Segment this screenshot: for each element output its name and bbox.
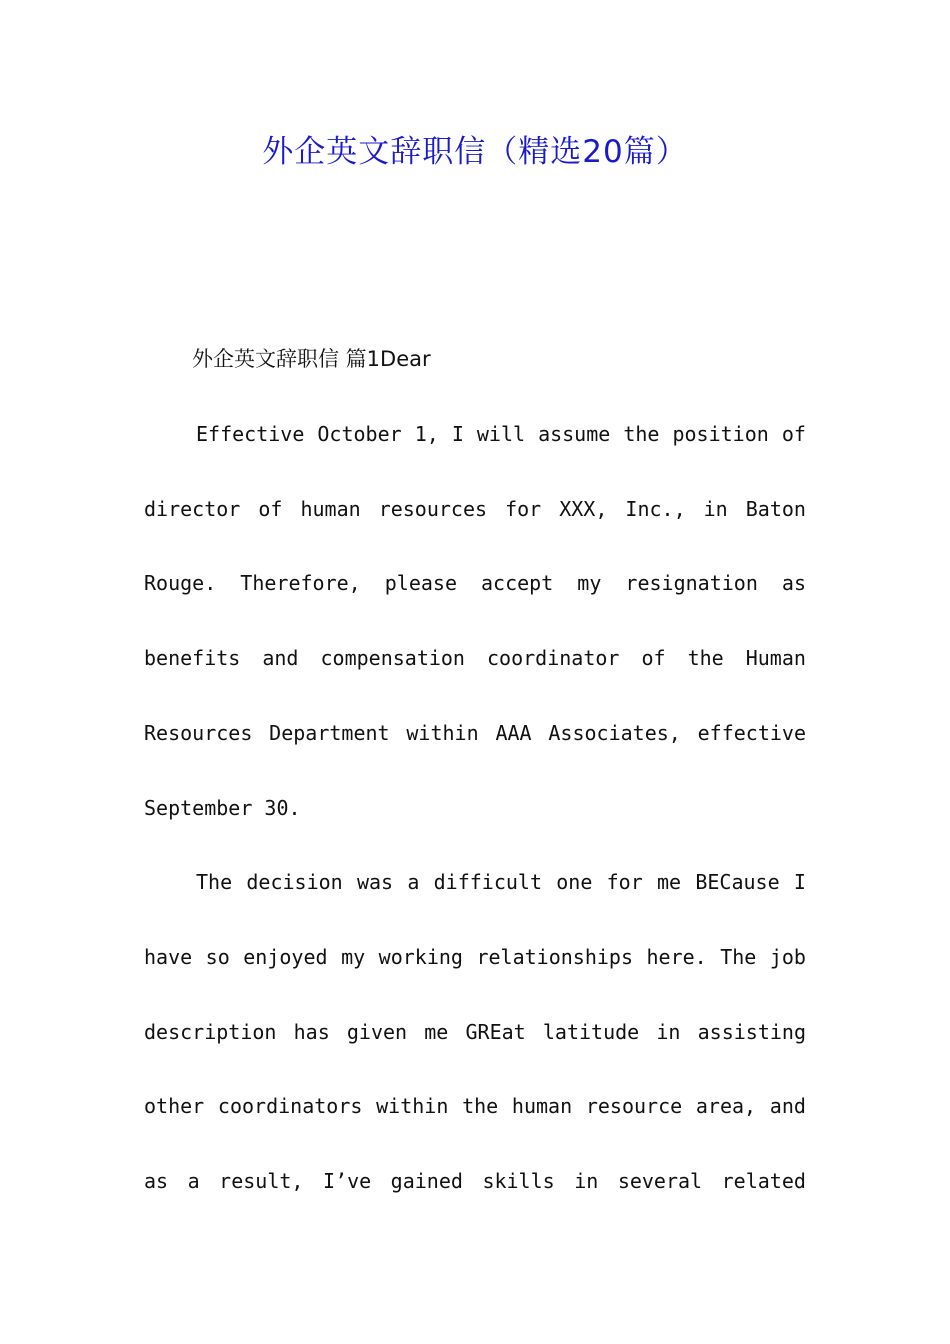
paragraph-line: September 30. xyxy=(144,795,301,820)
word: resource xyxy=(585,1094,683,1119)
word: result, xyxy=(219,1169,304,1193)
paragraph-line xyxy=(144,716,806,750)
word: several xyxy=(617,1169,703,1193)
word: I xyxy=(451,422,464,446)
paragraph-line xyxy=(144,641,806,675)
word: Department xyxy=(269,720,390,745)
word: decision xyxy=(246,870,343,895)
word: the xyxy=(687,646,724,671)
word: a xyxy=(187,1169,200,1193)
word: as xyxy=(144,1169,169,1193)
word: Associates, xyxy=(548,720,681,745)
word: director xyxy=(144,496,241,521)
paragraph-line xyxy=(196,865,806,899)
word: a xyxy=(407,870,420,895)
word: BECause xyxy=(695,870,780,895)
paragraph-line xyxy=(144,492,806,526)
word: one xyxy=(556,870,593,895)
word: other xyxy=(144,1094,205,1119)
word: Rouge. xyxy=(144,571,217,596)
word: Resources xyxy=(144,720,253,745)
paragraph-line xyxy=(144,566,806,600)
word: coordinator xyxy=(487,646,620,671)
word: AAA xyxy=(495,720,532,745)
word: in xyxy=(656,1019,681,1044)
word: within xyxy=(406,720,479,745)
word: Human xyxy=(745,646,806,671)
paragraph-line xyxy=(144,1015,806,1049)
word: and xyxy=(262,646,299,671)
word: for xyxy=(606,870,643,895)
word: have xyxy=(144,944,193,969)
word: skills xyxy=(482,1169,555,1193)
word: the xyxy=(462,1094,499,1119)
word: human xyxy=(300,496,361,521)
word: GREat xyxy=(465,1019,526,1044)
word: effective xyxy=(697,720,806,745)
word: was xyxy=(356,870,394,895)
word: has xyxy=(293,1019,330,1044)
word: The xyxy=(196,870,233,895)
word: difficult xyxy=(433,870,542,895)
word: I xyxy=(793,870,806,895)
word: please xyxy=(384,571,457,596)
word: benefits xyxy=(144,646,241,671)
word: my xyxy=(341,944,366,969)
word: accept xyxy=(481,571,554,596)
word: working xyxy=(378,944,463,969)
word: here. xyxy=(646,944,707,969)
word: compensation xyxy=(320,646,465,671)
word: of xyxy=(641,646,666,671)
word: resignation xyxy=(625,571,758,596)
word: Inc., xyxy=(625,496,686,521)
word: related xyxy=(721,1169,806,1193)
word: October xyxy=(317,422,402,446)
paragraph-line xyxy=(144,1164,806,1198)
word: for xyxy=(505,496,542,521)
word: assisting xyxy=(697,1019,806,1044)
word: as xyxy=(781,571,806,596)
word: me xyxy=(657,870,682,895)
word: human xyxy=(511,1094,573,1119)
word: 1, xyxy=(414,422,439,446)
paragraph-line xyxy=(144,1089,806,1123)
word: coordinators xyxy=(217,1094,363,1119)
word: Effective xyxy=(196,422,305,446)
word: latitude xyxy=(542,1019,640,1044)
word: job xyxy=(769,944,806,969)
word: area, xyxy=(695,1094,757,1119)
word: within xyxy=(376,1094,449,1119)
word: Therefore, xyxy=(240,571,361,596)
word: in xyxy=(703,496,728,521)
word: so xyxy=(205,944,230,969)
word: enjoyed xyxy=(243,944,328,969)
word: Baton xyxy=(745,496,806,521)
paragraph-line xyxy=(144,940,806,974)
word: given xyxy=(346,1019,408,1044)
document-title: 外企英文辞职信（精选20篇） xyxy=(262,134,688,170)
word: in xyxy=(574,1169,599,1193)
word: position xyxy=(672,422,769,446)
word: the xyxy=(623,422,660,446)
word: description xyxy=(144,1019,277,1044)
word: I’ve xyxy=(322,1169,372,1193)
word: and xyxy=(769,1094,806,1119)
section-heading: 外企英文辞职信 篇1Dear xyxy=(192,347,431,371)
word: me xyxy=(424,1019,449,1044)
word: The xyxy=(720,944,757,969)
word: will xyxy=(476,422,526,446)
word: assume xyxy=(538,422,611,446)
word: of xyxy=(258,496,283,521)
word: XXX, xyxy=(559,496,608,521)
paragraph-line xyxy=(196,417,806,451)
word: of xyxy=(781,422,806,446)
word: relationships xyxy=(476,944,633,969)
word: gained xyxy=(390,1169,463,1193)
word: my xyxy=(577,571,602,596)
word: resources xyxy=(378,496,488,521)
